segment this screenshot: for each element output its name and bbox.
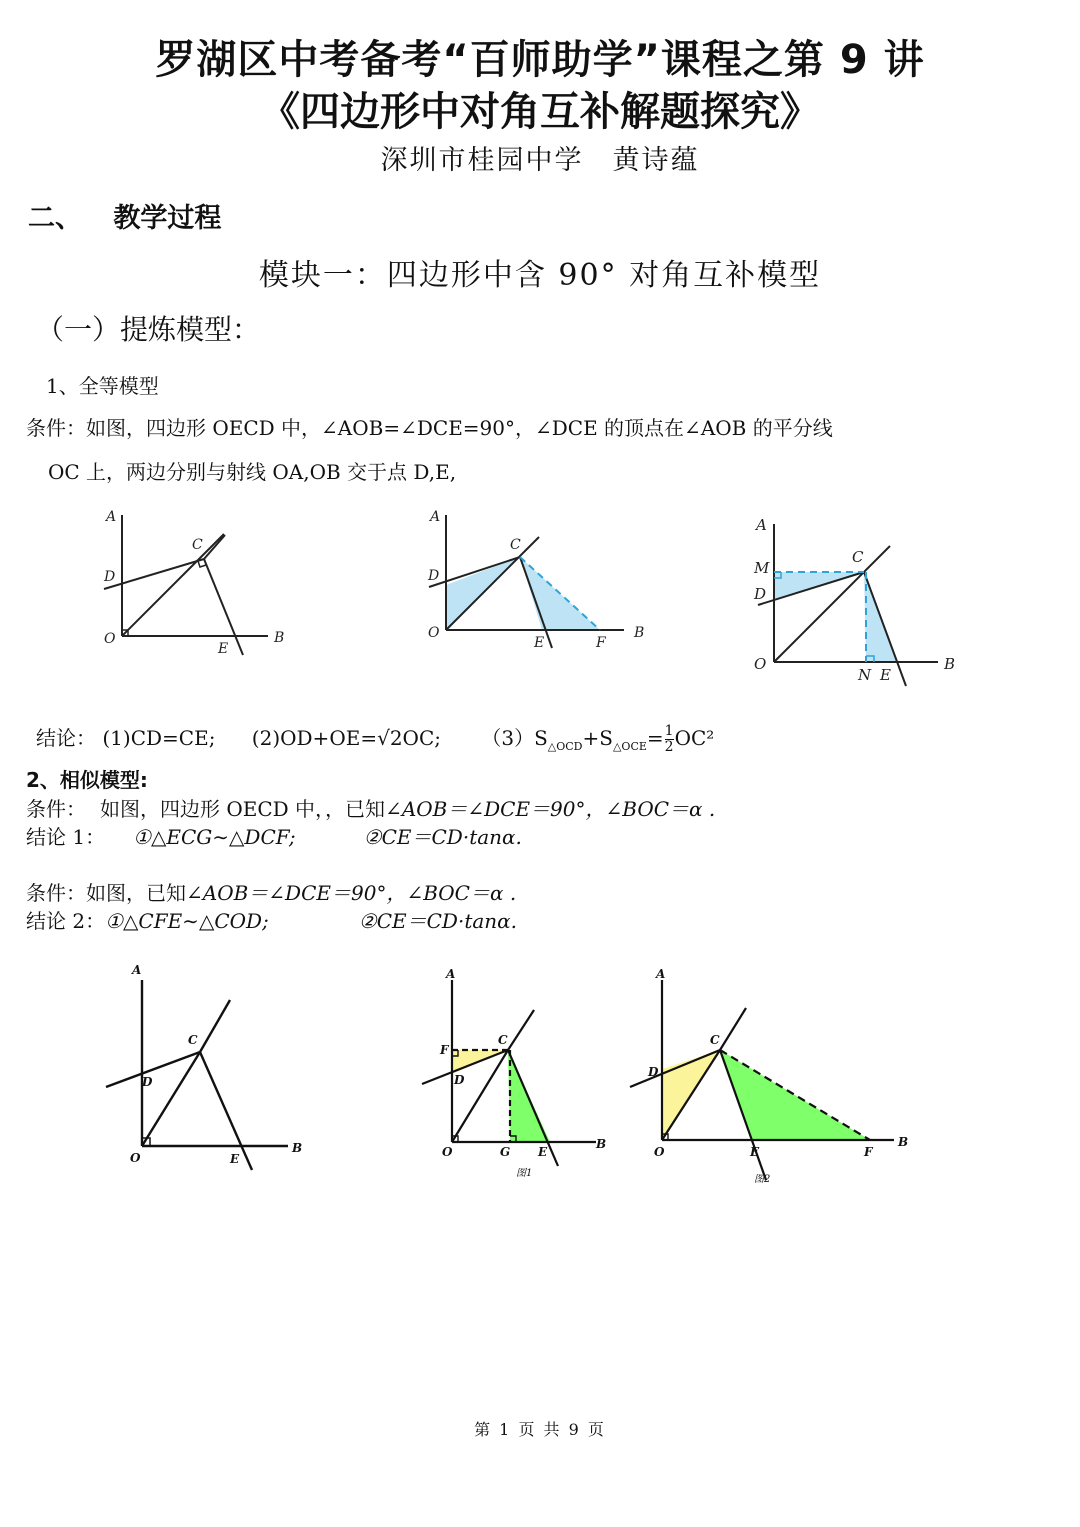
label-a: A (430, 509, 441, 525)
similar-model-heading: 2、相似模型: (26, 768, 148, 792)
label-a: A (446, 967, 456, 981)
module-title: 模块一：四边形中含 90° 对角互补模型 (258, 258, 822, 293)
congruent-condition-line2: OC 上，两边分别与射线 OA,OB 交于点 D,E, (48, 460, 457, 484)
label-m: M (754, 559, 770, 577)
label-d: D (104, 569, 116, 585)
label-c: C (510, 537, 521, 553)
label-e: E (538, 1145, 548, 1159)
label-e: E (880, 666, 891, 684)
document-title-line1: 罗湖区中考备考“百师助学”课程之第 9 讲 (155, 37, 925, 83)
similar-figure-1 (100, 960, 315, 1175)
similar-figure-fig1 (410, 960, 610, 1185)
label-o: O (754, 655, 767, 673)
label-e: E (218, 641, 229, 657)
label-d: D (142, 1075, 153, 1089)
subsection-heading: （一）提炼模型： (36, 313, 261, 346)
author-line: 深圳市桂园中学 黄诗蕴 (380, 145, 700, 176)
similar-conclusion-2: 结论 2：①△CFE∼△COD; ②CE＝CD·tanα. (26, 909, 518, 933)
congruent-model-heading: 1、全等模型 (46, 374, 159, 398)
section-heading (28, 196, 221, 235)
label-d: D (454, 1073, 465, 1087)
label-o: O (104, 631, 116, 647)
label-d: D (428, 568, 440, 584)
label-a: A (106, 509, 117, 525)
label-o: O (442, 1145, 453, 1159)
label-g: G (500, 1145, 511, 1159)
congruent-figure-3 (748, 512, 978, 692)
page-footer: 第 1 页 共 9 页 (474, 1420, 606, 1439)
label-b: B (898, 1135, 909, 1149)
label-e: E (230, 1152, 240, 1166)
figure-caption-1: 图1 (516, 1168, 533, 1179)
label-c: C (498, 1033, 508, 1047)
label-b: B (944, 655, 956, 673)
congruent-conclusion (36, 722, 714, 755)
label-d: D (648, 1065, 659, 1079)
congruent-condition-line1: 条件：如图，四边形 OECD 中，∠AOB=∠DCE=90°，∠DCE 的顶点在∠AOB 的平分线 (26, 416, 833, 440)
congruent-figure-2 (424, 505, 654, 665)
label-b: B (274, 630, 285, 646)
similar-condition-2: 条件：如图，已知∠AOB＝∠DCE＝90°，∠BOC＝α . (26, 881, 517, 905)
conclusion-2: (2)OD+OE=√2OC; (251, 726, 441, 750)
label-c: C (188, 1033, 198, 1047)
similar-conclusion-1: 结论 1： ①△ECG∼△DCF; ②CE＝CD·tanα. (26, 825, 522, 849)
similar-figure-fig2 (626, 960, 916, 1185)
section-number: 二、 (28, 203, 82, 234)
label-c: C (710, 1033, 720, 1047)
label-b: B (292, 1141, 303, 1155)
label-n: N (858, 666, 872, 684)
label-o: O (654, 1145, 665, 1159)
label-d: D (754, 585, 767, 603)
congruent-figure-1 (96, 505, 296, 665)
conclusion-1: (1)CD=CE; (102, 726, 216, 750)
section-title: 教学过程 (113, 203, 222, 234)
label-b: B (596, 1137, 607, 1151)
label-a: A (656, 967, 666, 981)
figure-caption-2: 图2 (754, 1174, 771, 1185)
label-c: C (852, 548, 864, 566)
label-c: C (192, 537, 203, 553)
label-a: A (132, 963, 142, 977)
label-f: F (596, 635, 606, 651)
similar-condition-1: 条件： 如图，四边形 OECD 中，，已知∠AOB＝∠DCE＝90°，∠BOC＝α . (26, 797, 716, 821)
label-e: E (750, 1145, 760, 1159)
label-b: B (634, 625, 645, 641)
label-f: F (440, 1043, 449, 1057)
label-a: A (756, 516, 767, 534)
label-o: O (130, 1151, 141, 1165)
label-o: O (428, 625, 440, 641)
conclusion-label: 结论： (36, 726, 96, 750)
label-f: F (864, 1145, 873, 1159)
conclusion-3: $(3)S_{\triangle OCD}+S_{\triangle OCE}=$ $\frac{1}{2}$ OC² (481, 723, 715, 755)
document-title-line2: 《四边形中对角互补解题探究》 (260, 89, 820, 135)
label-e: E (534, 635, 545, 651)
